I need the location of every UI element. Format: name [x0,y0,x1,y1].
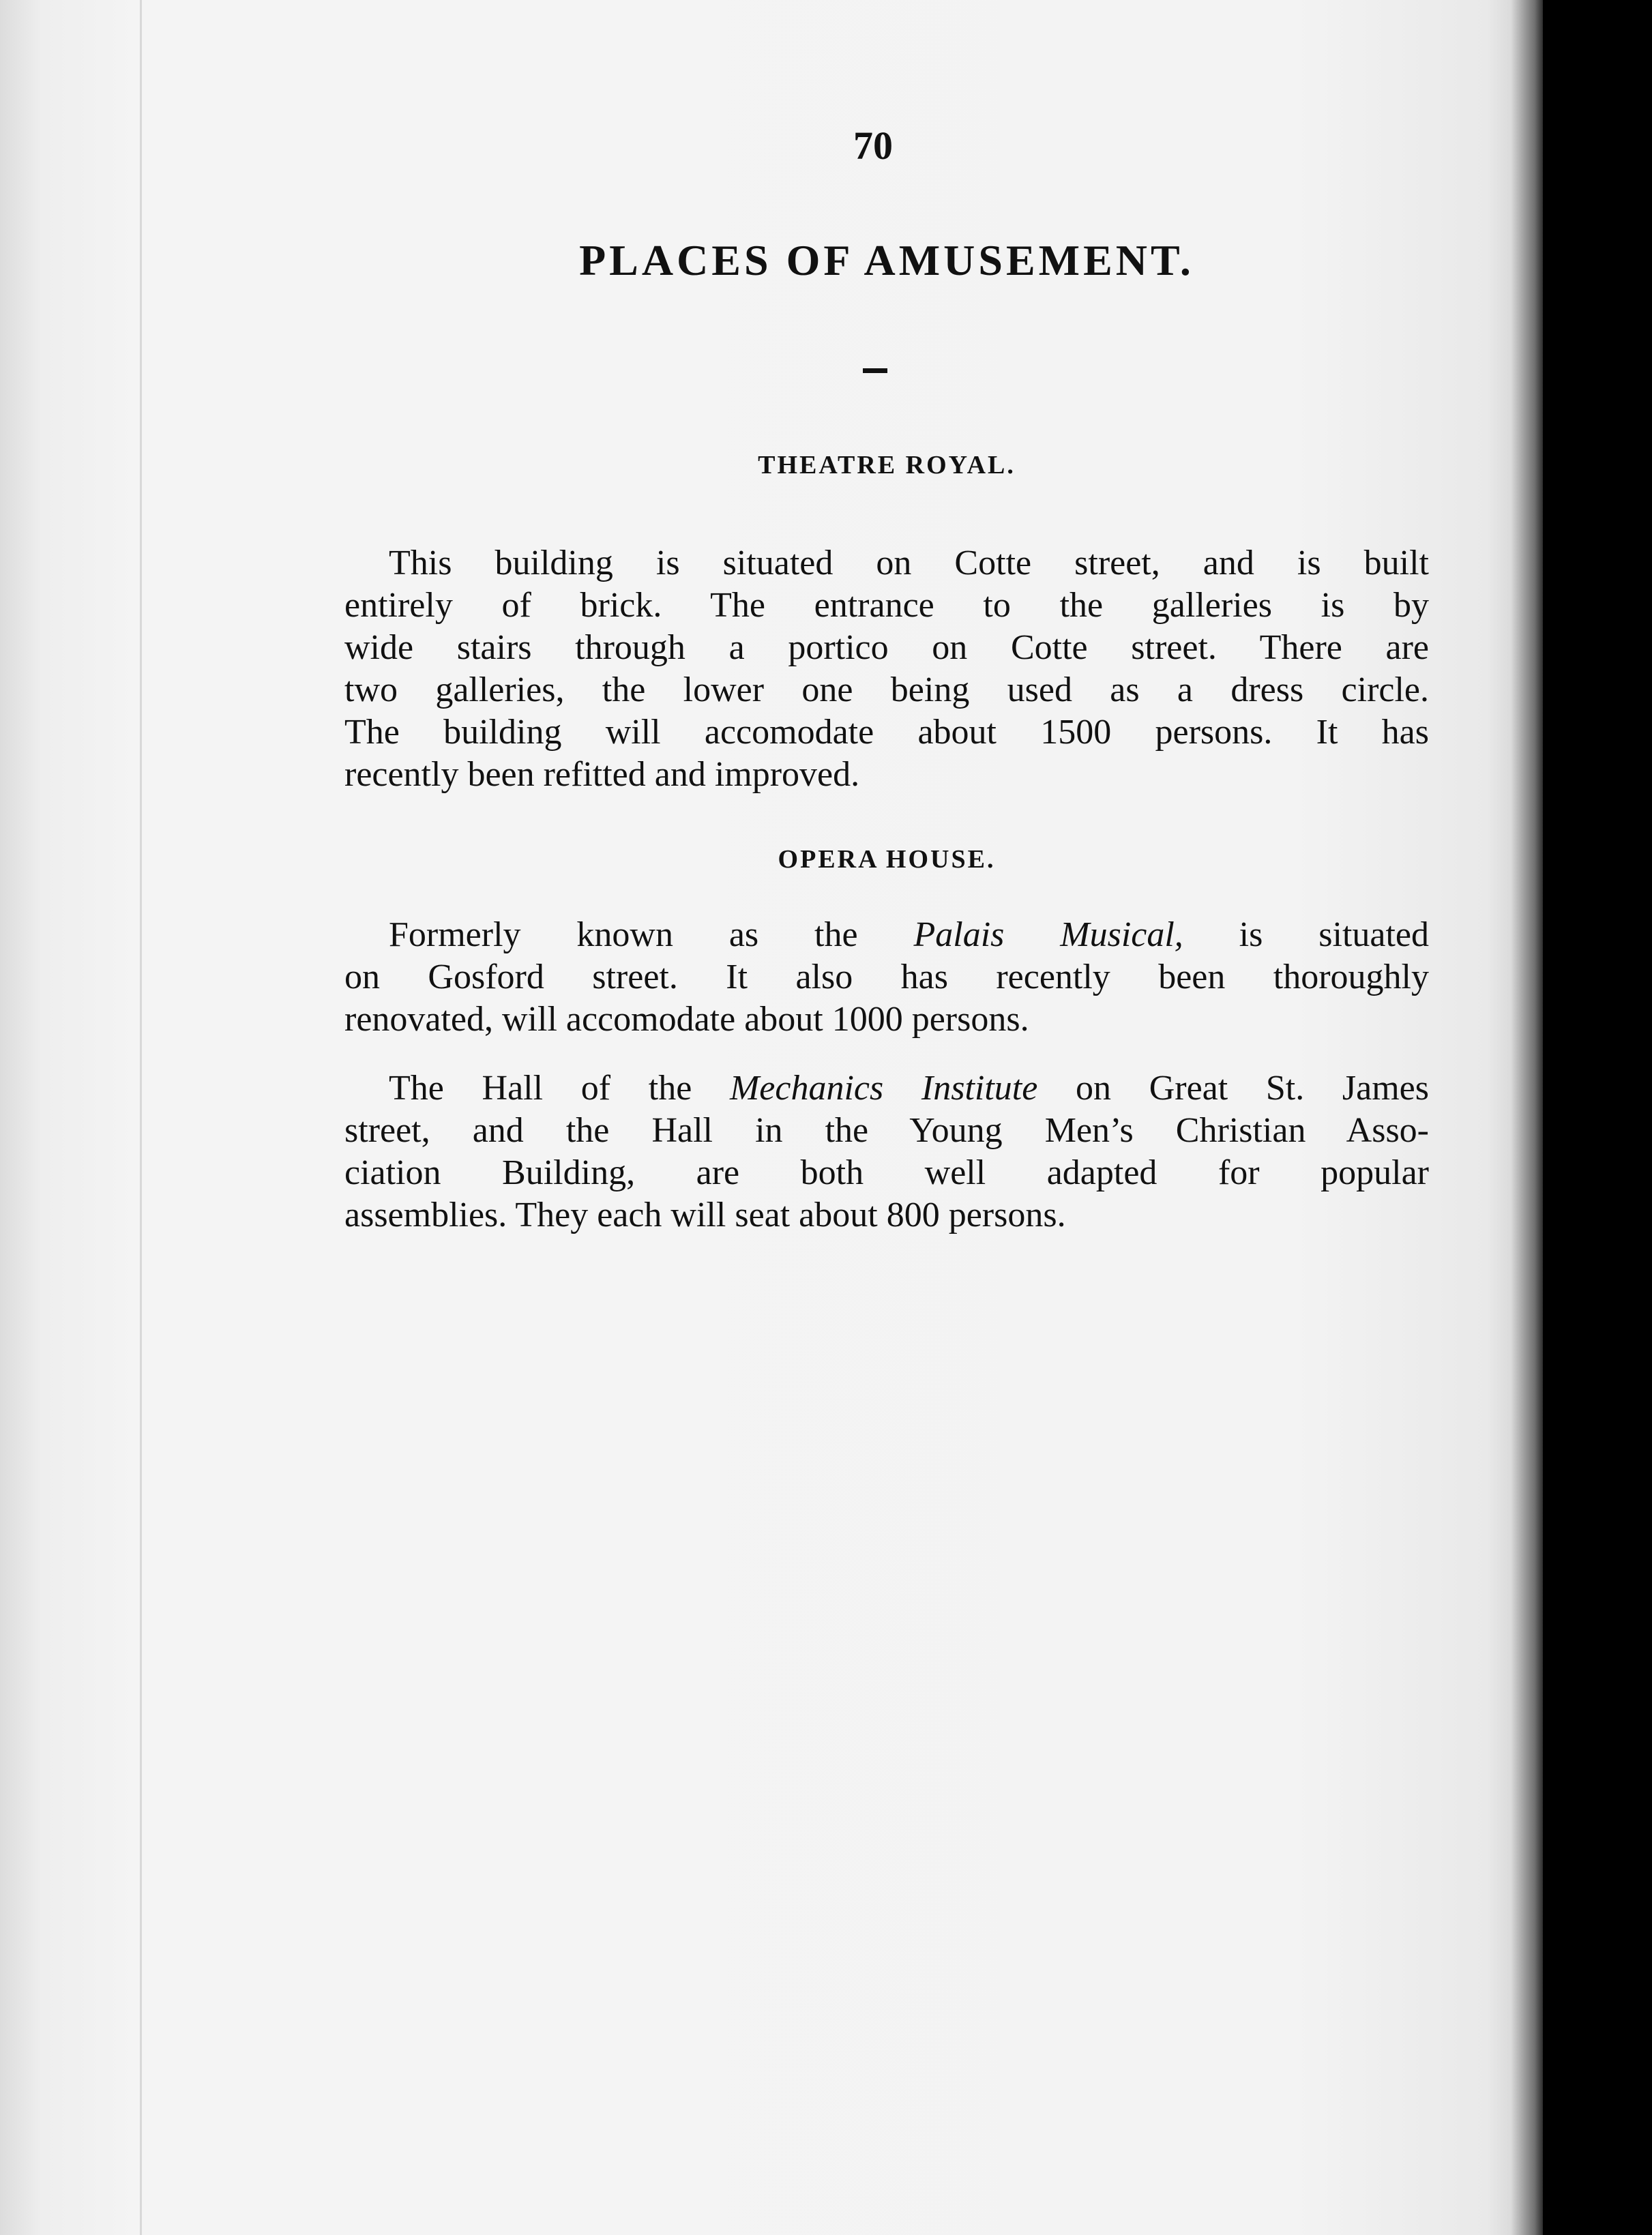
italic-name-mechanics-institute: Mechanics Institute [729,1069,1038,1108]
binding-shadow [1511,0,1545,2235]
paragraph-line: two galleries, the lower one being used as a dress circle. [344,670,1429,709]
halls-paragraph [344,1067,1429,1237]
theatre-royal-paragraph [344,542,1429,796]
page-fold-line [140,0,142,2235]
text-run: is situated [1183,915,1429,954]
paragraph-line: This building is situated on Cotte street, and is built [389,544,1429,582]
text-run: Formerly known as the [389,915,914,954]
paragraph-line: street, and the Hall in the Young Men’s Christian Asso- [344,1111,1429,1150]
page-number: 70 [853,123,893,168]
section-heading-opera-house: OPERA HOUSE. [778,845,996,874]
opera-house-paragraph [344,914,1429,1041]
page-title: PLACES OF AMUSEMENT. [579,236,1194,284]
paragraph-line [344,1067,1429,1110]
paragraph-line: renovated, will accomodate about 1000 persons. [344,1000,1029,1039]
paragraph-line: on Gosford street. It also has recently been thoroughly [344,958,1429,996]
text-run: The Hall of the [389,1069,730,1108]
paragraph-line: entirely of brick. The entrance to the galleries is by [344,586,1429,625]
italic-name-palais-musical: Palais Musical, [913,915,1183,954]
paragraph-line: wide stairs through a portico on Cotte street. There are [344,628,1429,667]
text-run: on Great St. James [1037,1069,1429,1108]
paragraph-line [344,914,1429,956]
title-divider-rule [863,368,887,373]
paragraph-line: The building will accomodate about 1500 persons. It has [344,713,1429,752]
paragraph-line: recently been refitted and improved. [344,755,860,794]
paragraph-line: assemblies. They each will seat about 800 persons. [344,1196,1066,1234]
paragraph-line: ciation Building, are both well adapted for popular [344,1153,1429,1192]
section-heading-theatre-royal: THEATRE ROYAL. [758,451,1016,479]
